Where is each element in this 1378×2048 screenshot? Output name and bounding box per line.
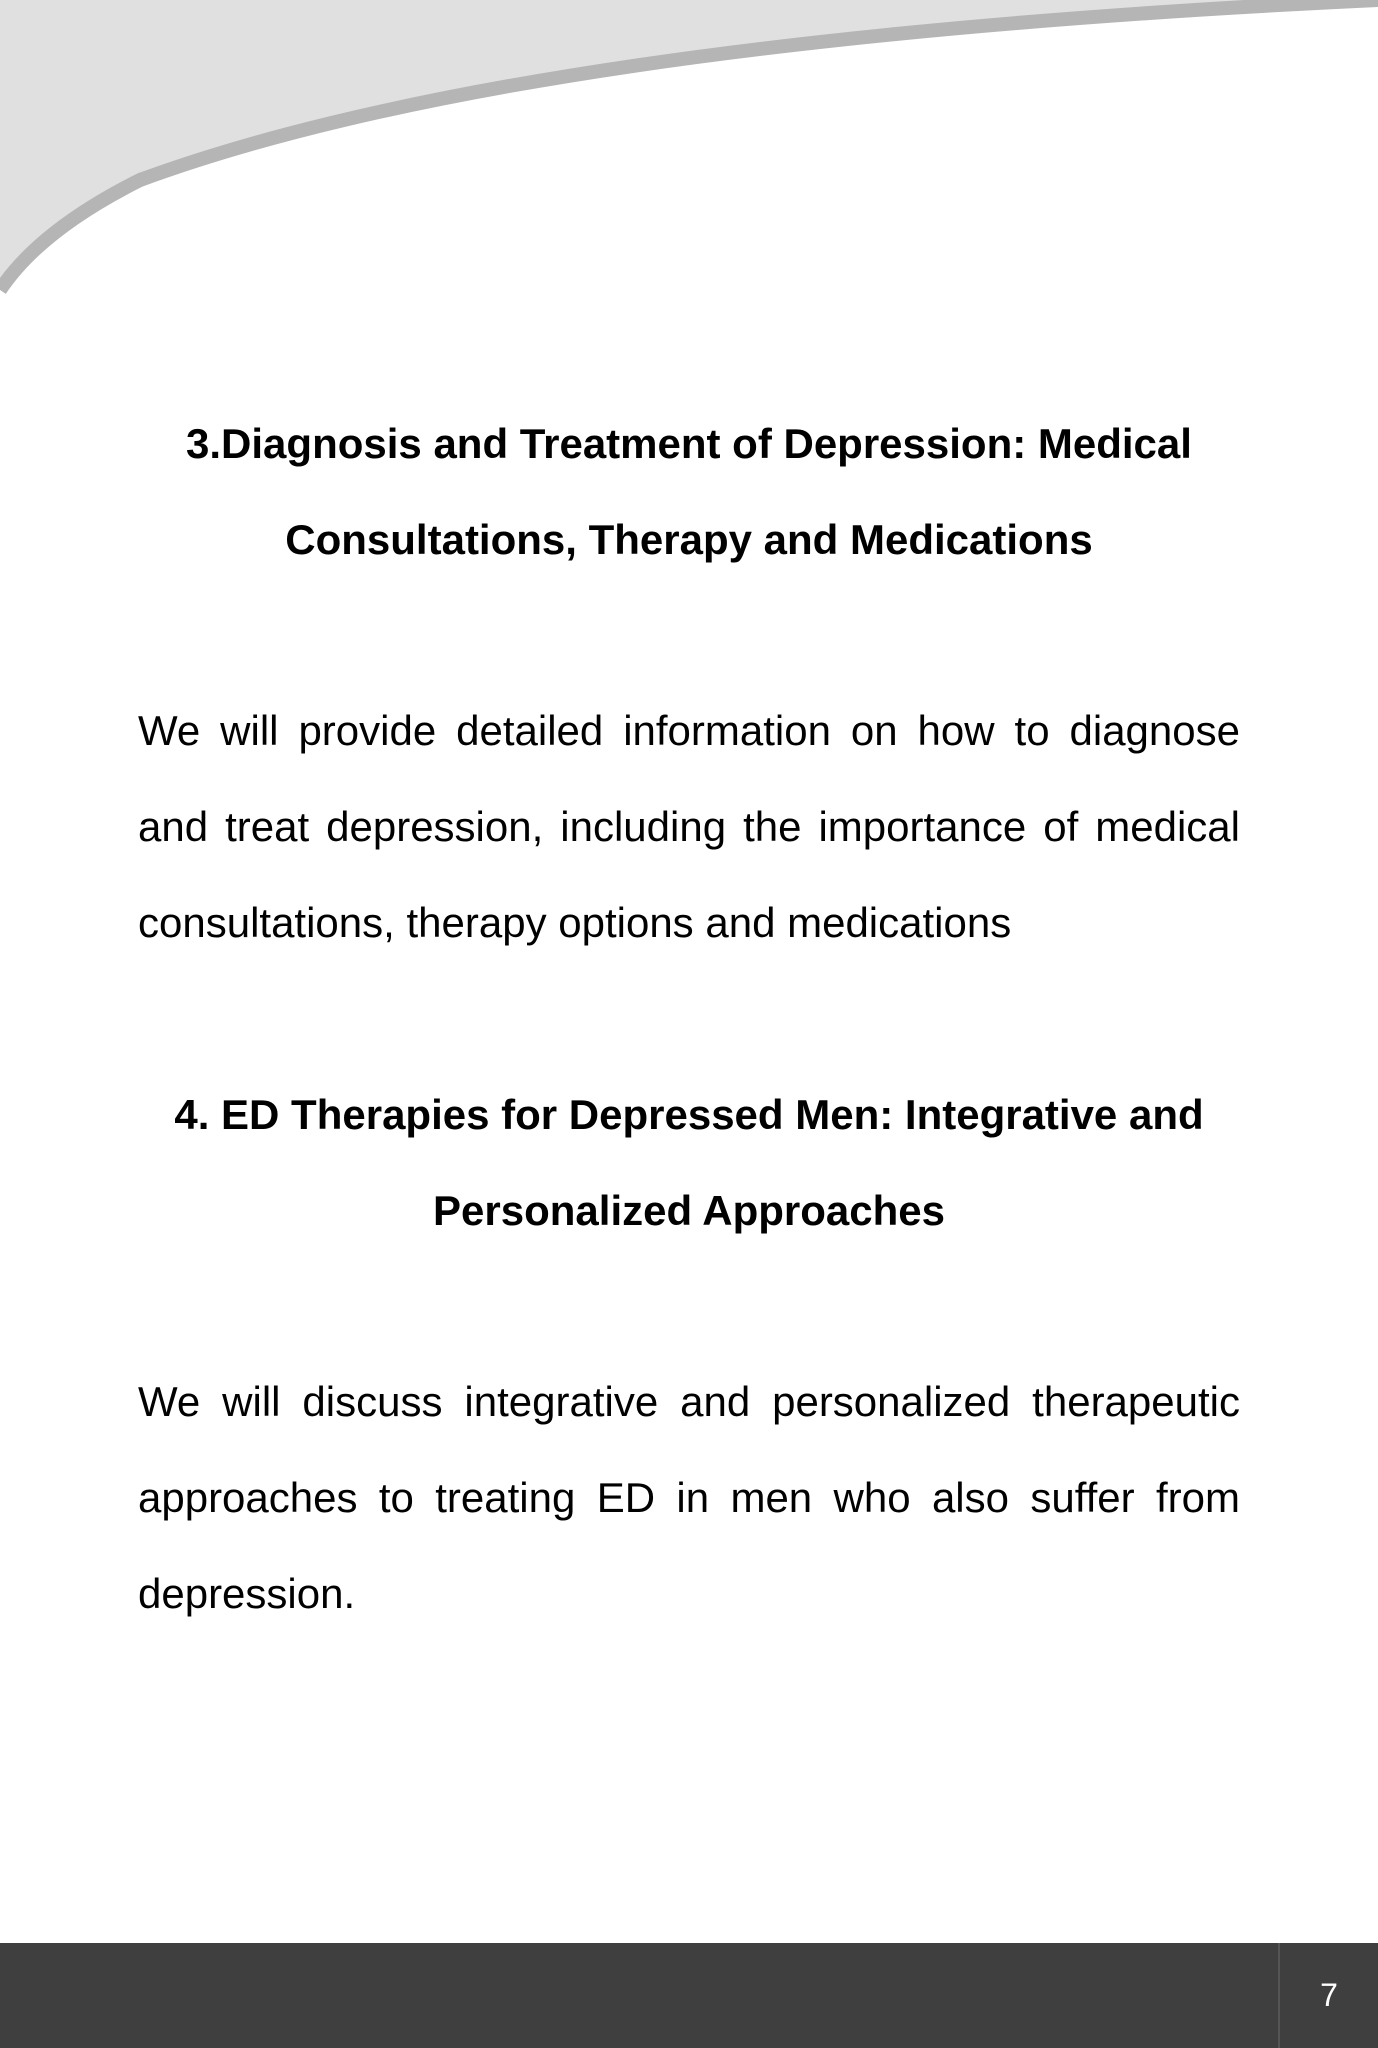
section-4-body: We will discuss integrative and personalized therapeutic approaches to treating ED in men who also suffer from depression. (138, 1378, 1240, 1617)
section-4-heading: 4. ED Therapies for Depressed Men: Integrative and Personalized Approaches (174, 1091, 1204, 1234)
top-swoosh-decoration (0, 0, 1378, 300)
page-number: 7 (1320, 1977, 1338, 2013)
page-content (138, 396, 1240, 1642)
footer-bar (0, 1943, 1378, 2048)
section-3-heading: 3.Diagnosis and Treatment of Depression: Medical Consultations, Therapy and Medications (186, 420, 1192, 563)
section-3-body: We will provide detailed information on how to diagnose and treat depression, including the importance of medical consultations, therapy options and medications (138, 707, 1240, 946)
